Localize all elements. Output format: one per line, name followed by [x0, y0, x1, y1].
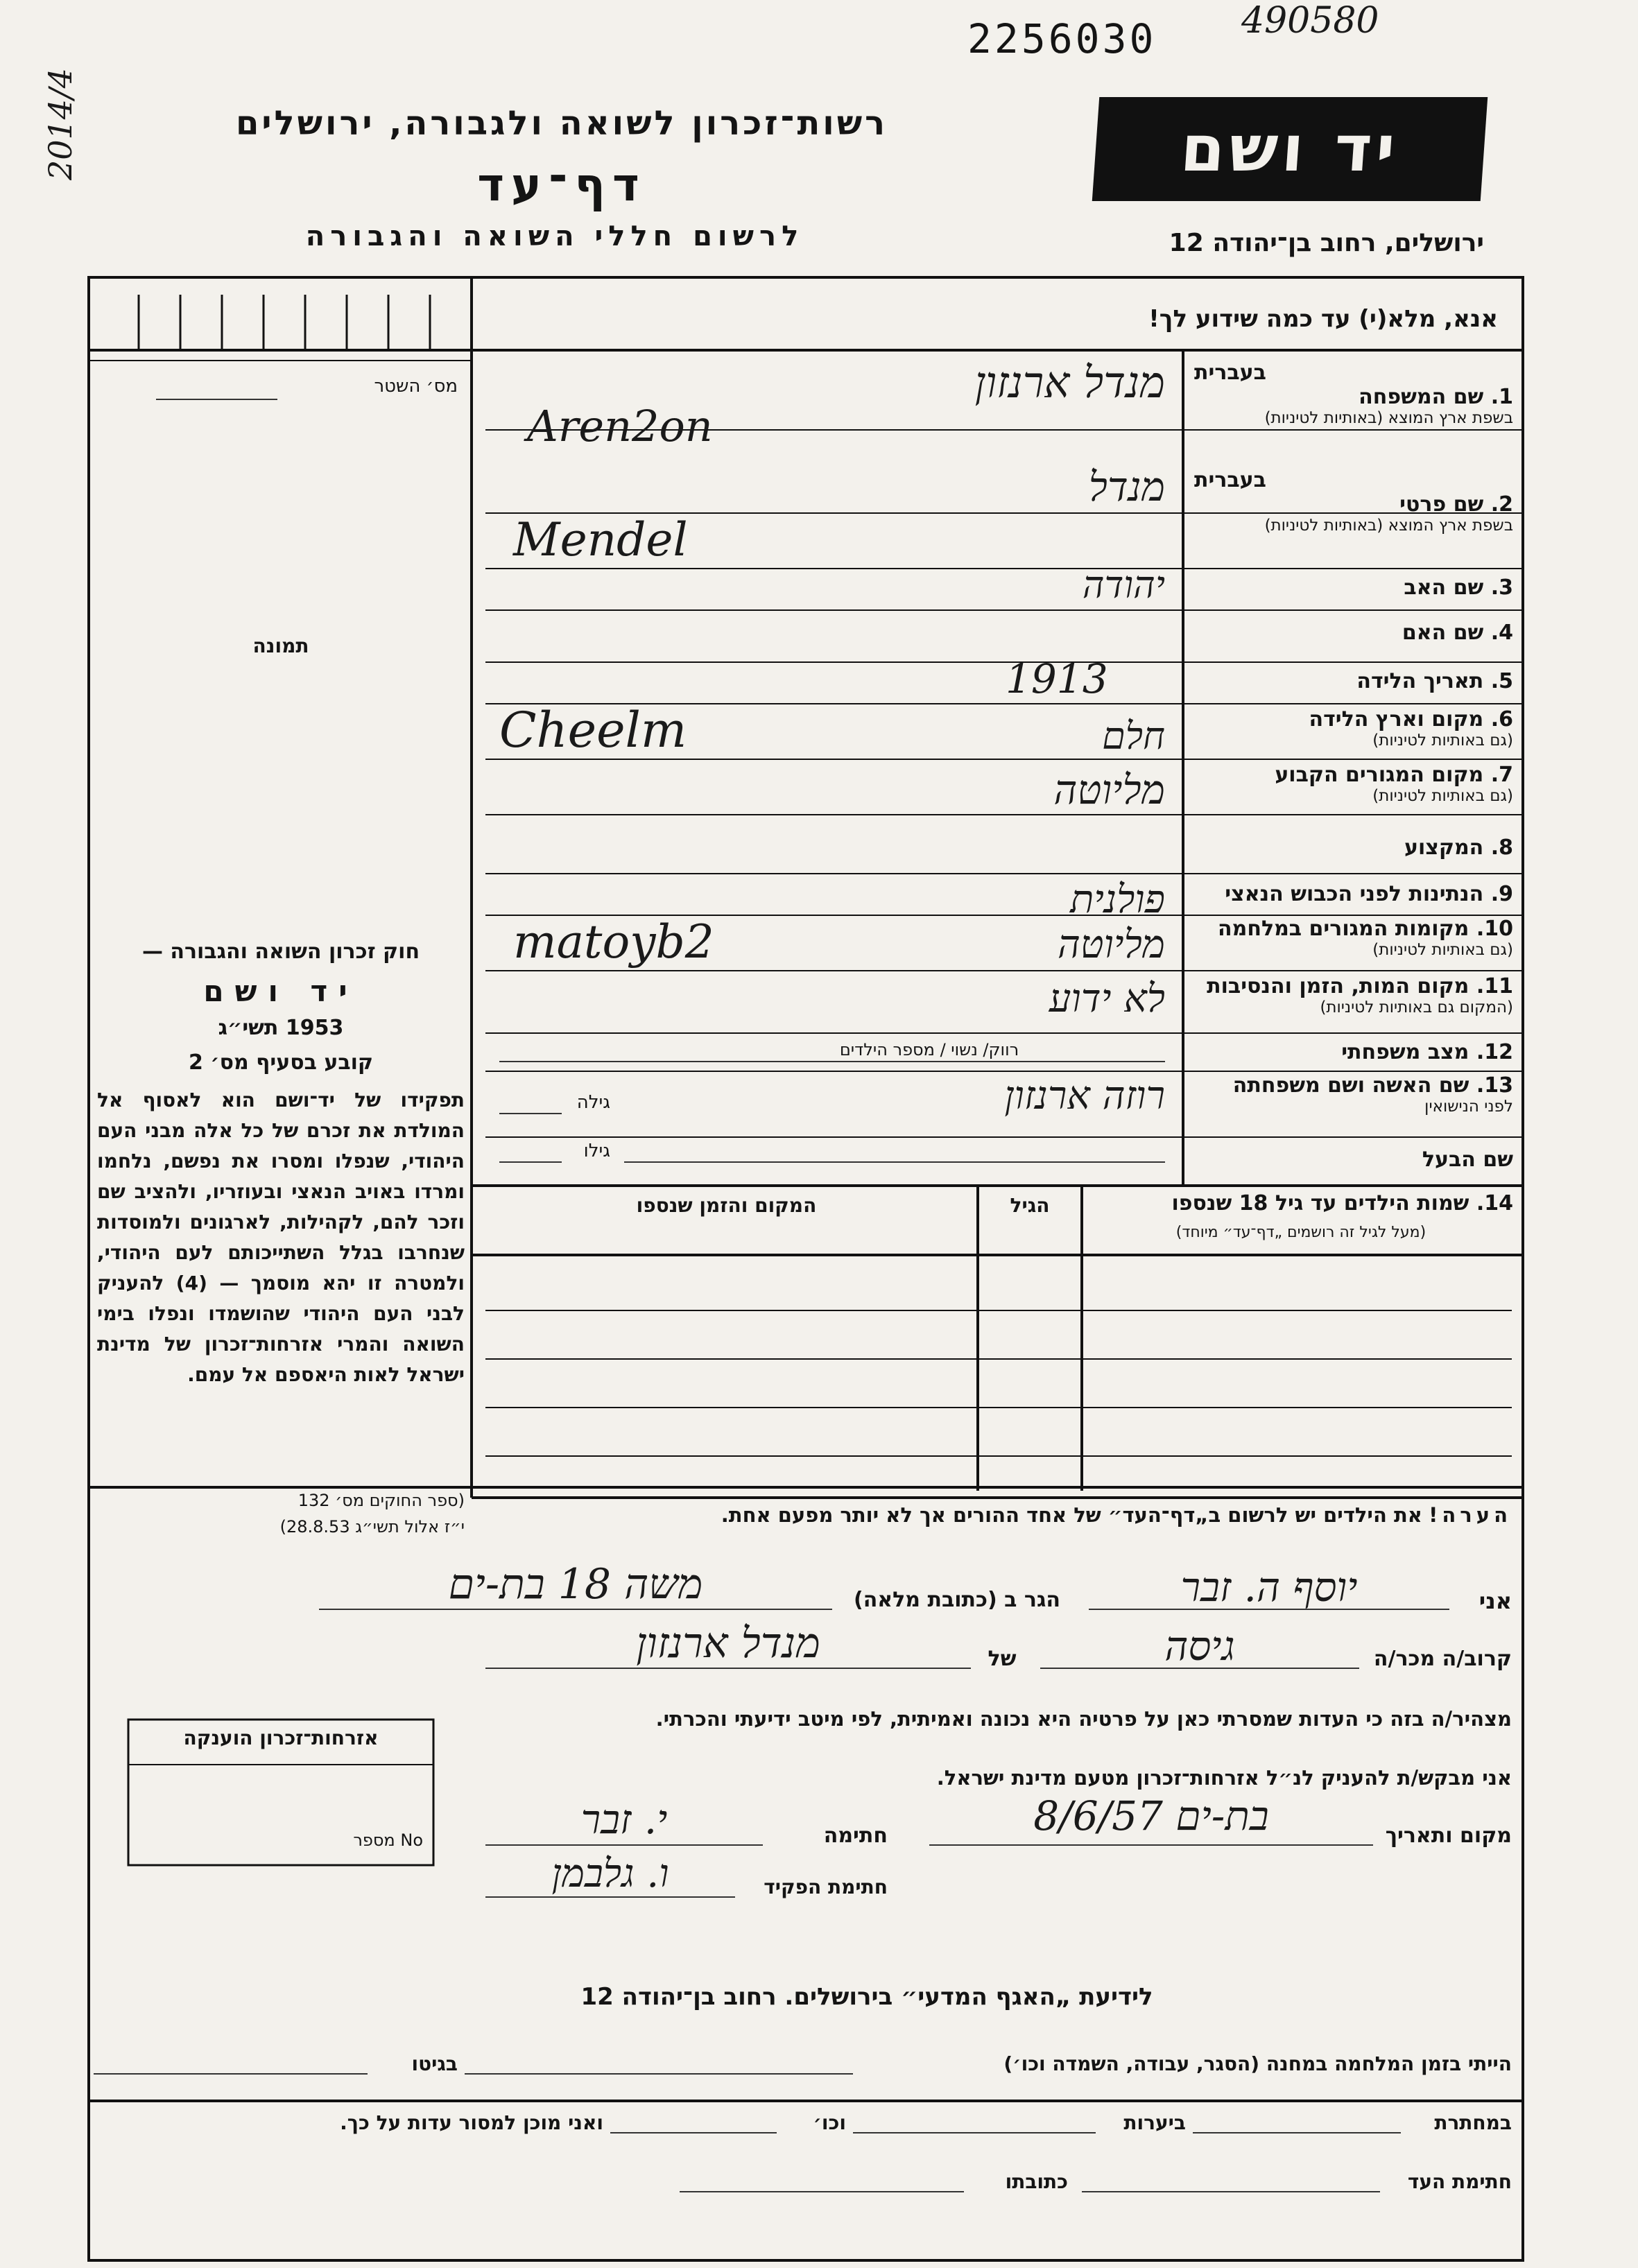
- field-12: [1187, 1040, 1513, 1064]
- value-father[interactable]: יהודה: [1082, 563, 1165, 607]
- law-name: יד ושם: [203, 974, 359, 1008]
- field-5-num: 5.: [1490, 669, 1513, 693]
- value-wife[interactable]: רוזה ארנזון: [1004, 1073, 1165, 1118]
- footer-heading: לידיעת „האגף המדעי״ בירושלים. רחוב בן־יהודה 12: [580, 1983, 1153, 2011]
- field-7: [1187, 763, 1513, 805]
- value-residence[interactable]: מליוטה: [1053, 766, 1165, 813]
- field-1-label: [1187, 385, 1513, 409]
- field-8-label: המקצוע: [1404, 836, 1484, 860]
- children-sub: (מעל לגיל זה רושמים „דף־עד״ מיוחד): [1175, 1224, 1426, 1241]
- of-label: של: [988, 1647, 1017, 1671]
- form-subtitle: לרשום חללי השואה והגבורה: [305, 220, 804, 252]
- field-2-sub: בשפת ארץ המוצא (באותיות לטיניות): [1264, 517, 1513, 535]
- place-date-label: מקום ותאריך: [1385, 1824, 1512, 1848]
- footer-line2-c: וכו׳: [813, 2111, 846, 2134]
- address-line[interactable]: [319, 1609, 832, 1610]
- field-10-label-text: מקומות המגורים במלחמה: [1218, 917, 1469, 941]
- field-10-label: [1187, 917, 1513, 941]
- field-13-label: [1187, 1073, 1513, 1098]
- i-label: אני: [1478, 1588, 1512, 1614]
- field-13-label-text: שם האשה ושם משפחתה: [1232, 1073, 1469, 1098]
- field-10-num: 10.: [1476, 917, 1513, 941]
- place-date-value[interactable]: בת-ים 8/6/57: [1033, 1792, 1269, 1839]
- of-line[interactable]: [485, 1668, 971, 1669]
- field-12-num: 12.: [1476, 1040, 1513, 1064]
- date-ref: י״ז אלול תשי״ג 28.8.53): [279, 1517, 465, 1536]
- field-7-label-text: מקום המגורים הקבוע: [1275, 763, 1484, 787]
- field-11: [1187, 974, 1513, 1016]
- field-13: [1187, 1073, 1513, 1116]
- marital-line[interactable]: [499, 1061, 1165, 1062]
- request-text: אני מבקש/ת להעניק לנ״ל אזרחות־זכרון מטעם מדינת ישראל.: [936, 1766, 1512, 1790]
- field-6-label: [1187, 707, 1513, 732]
- footer-address-field[interactable]: [680, 2191, 964, 2192]
- law-body: תפקידו של יד־ושם הוא לאסוף אל המולדת את זכרם של כל אלה מבני העם היהודי, שנפלו ומסרו את נפשם, נלחמו ומרדו באויב הנאצי ובעוזריו, ולהציב שם וזכר להם, לקהילות, לארגונים ולמוסדות שנחרבו בגלל השתייכותם לעם היהודי, ולמטרה זו יהא מוסמך — (4) להעניק לבני העם היהודי שהושמדו ונפלו בימי השואה והמרי אזרחות־זכרון של מדינת ישראל לאות היאספם אל עמם.: [97, 1089, 465, 1386]
- value-family-lat[interactable]: Aren2on: [527, 401, 713, 451]
- field-7-label: [1187, 763, 1513, 787]
- officer-label: חתימת הפקיד: [764, 1876, 888, 1898]
- place-date-line[interactable]: [929, 1844, 1373, 1846]
- i-value[interactable]: יוסף ה. זבר: [1180, 1564, 1358, 1611]
- note: [479, 1503, 1512, 1527]
- field-6-num: 6.: [1490, 707, 1513, 732]
- value-first-heb[interactable]: מנדל: [1088, 463, 1165, 510]
- field-9: [1187, 882, 1513, 906]
- note-text: את הילדים יש לרשום ב„דף־העד״ של אחד ההורים אך לא יותר מפעם אחת.: [721, 1503, 1422, 1527]
- footer-line1-b: בגיטו: [411, 2052, 458, 2075]
- field-13-sub: לפני הנישואין: [1424, 1098, 1513, 1116]
- field-1-num: 1.: [1490, 385, 1513, 409]
- field-5-label: תאריך הלידה: [1356, 669, 1484, 693]
- field-6-label-text: מקום וארץ הלידה: [1309, 707, 1484, 732]
- please-fill: אנא, מלא(י) עד כמה שידוע לך!: [1148, 305, 1498, 333]
- law-years: 1953 תשי״ג: [218, 1016, 344, 1040]
- value-citizenship[interactable]: פולנית: [1070, 877, 1165, 922]
- value-death[interactable]: לא ידוע: [1049, 976, 1165, 1021]
- field-4: [1187, 621, 1513, 645]
- of-value[interactable]: מנדל ארנזון: [636, 1619, 820, 1668]
- footer-line2-d: ואני מוכן למסור עדות על כך.: [340, 2111, 603, 2134]
- field-5: [1187, 669, 1513, 693]
- footer-witness-sign-field[interactable]: [1082, 2191, 1380, 2192]
- field-husband: [1187, 1148, 1513, 1172]
- field-2-sub-top: בעברית: [1194, 468, 1266, 492]
- law-clause: קובע בסעיף מס׳ 2: [188, 1050, 374, 1075]
- field-4-label: שם האם: [1402, 621, 1484, 645]
- footer-line2-b: ביערות: [1123, 2111, 1186, 2134]
- marital-options: רווק/ נשוי / מספר הילדים: [839, 1040, 1019, 1059]
- field-13-num: 13.: [1476, 1073, 1513, 1098]
- page-number-line[interactable]: [156, 399, 277, 400]
- field-8-num: 8.: [1490, 836, 1513, 860]
- relative-label: קרוב/ה מכר/ה: [1373, 1647, 1512, 1671]
- field-11-sub: (המקום גם באותיות לטיניות): [1320, 998, 1513, 1016]
- field-7-sub: (גם באותיות לטיניות): [1372, 787, 1513, 805]
- field-1-sub-top: בעברית: [1194, 361, 1266, 385]
- field-12-label: מצב משפחתי: [1341, 1040, 1469, 1064]
- signature-label: חתימה: [823, 1824, 888, 1848]
- doc-number: 2256030: [967, 15, 1157, 62]
- field-2-num: 2.: [1490, 492, 1513, 517]
- book-ref: (ספר החוקים מס׳ 132: [298, 1491, 465, 1510]
- field-3-label: שם האב: [1404, 575, 1484, 600]
- handwritten-number: 490580: [1241, 0, 1379, 42]
- field-4-num: 4.: [1490, 621, 1513, 645]
- value-wartime-heb[interactable]: מליוטה: [1057, 922, 1165, 967]
- value-birthplace-heb[interactable]: חלם: [1102, 714, 1165, 758]
- signature-value[interactable]: י. זבר: [580, 1796, 668, 1843]
- law-title: חוק זכרון השואה והגבורה —: [141, 940, 420, 964]
- org-title: רשות־זכרון לשואה ולגבורה, ירושלים: [235, 104, 888, 143]
- field-7-num: 7.: [1490, 763, 1513, 787]
- field-6: [1187, 707, 1513, 750]
- children-place-label: המקום והזמן שנספו: [636, 1194, 817, 1217]
- officer-value[interactable]: ו. גלבמן: [551, 1851, 669, 1896]
- field-11-num: 11.: [1476, 974, 1513, 998]
- note-label: הערה!: [1429, 1503, 1512, 1527]
- value-birthplace-lat[interactable]: Cheelm: [499, 702, 687, 759]
- award-box-title: אזרחות־זכרון הוענקה: [183, 1726, 379, 1749]
- footer-forests-field[interactable]: [853, 2132, 1096, 2133]
- field-11-label: [1187, 974, 1513, 998]
- footer-line3-b: כתובתו: [1005, 2170, 1068, 2193]
- field-6-sub: (גם באותיות לטיניות): [1372, 732, 1513, 750]
- husband-line[interactable]: [624, 1161, 1165, 1163]
- field-9-label: הנתינות לפני הכבוש הנאצי: [1225, 882, 1484, 906]
- footer-etc-field[interactable]: [610, 2132, 777, 2133]
- children-age-label: הגיל: [1010, 1194, 1050, 1217]
- field-3: [1187, 575, 1513, 600]
- address-value[interactable]: משה 18 בת-ים: [448, 1560, 703, 1609]
- photo-label: תמונה: [252, 634, 309, 657]
- footer-ghetto-field[interactable]: [94, 2073, 368, 2075]
- field-1: [1187, 361, 1513, 427]
- footer-line1-a: הייתי בזמן המלחמה במחנה (הסגר, עבודה, השמדה וכו׳): [1003, 2052, 1512, 2075]
- form-title: דף־עד: [477, 158, 646, 211]
- field-10: [1187, 917, 1513, 959]
- footer-line3-a: חתימת העד: [1407, 2170, 1512, 2193]
- declare-text: מצהיר/ה בזה כי העדות שמסרתי כאן על פרטיה היא נכונה ואמיתית, לפי מיטב ידיעתי והכרתי.: [655, 1707, 1512, 1731]
- husband-age-label: גילו: [583, 1141, 610, 1161]
- relative-value[interactable]: גיסה: [1164, 1622, 1235, 1670]
- field-1-sub: בשפת ארץ המוצא (באותיות לטיניות): [1264, 409, 1513, 427]
- value-family-heb[interactable]: מנדל ארנזון: [974, 357, 1165, 408]
- husband-age-line[interactable]: [499, 1161, 562, 1163]
- logo-text: יד ושם: [1178, 112, 1402, 186]
- officer-line[interactable]: [485, 1896, 735, 1898]
- signature-line[interactable]: [485, 1844, 763, 1846]
- children-label: 14. שמות הילדים עד גיל 18 שנספו: [1171, 1191, 1513, 1215]
- page-number-label: מס׳ השטר: [374, 376, 458, 397]
- field-8: [1187, 836, 1513, 860]
- wife-age-label: גילה: [576, 1092, 610, 1113]
- address: ירושלים, רחוב בן־יהודה 12: [1169, 229, 1484, 257]
- field-2-label: [1187, 492, 1513, 517]
- footer-line2-a: במחתרת: [1434, 2111, 1512, 2134]
- field-husband-label: שם הבעל: [1422, 1148, 1513, 1172]
- field-3-num: 3.: [1490, 575, 1513, 600]
- field-10-sub: (גם באותיות לטיניות): [1372, 941, 1513, 959]
- wife-age-line[interactable]: [499, 1113, 562, 1114]
- field-11-label-text: מקום המות, הזמן והנסיבות: [1207, 974, 1469, 998]
- field-9-num: 9.: [1490, 882, 1513, 906]
- value-wartime-lat[interactable]: matoyb2: [513, 915, 714, 969]
- field-2-label-text: שם פרטי: [1399, 492, 1484, 517]
- footer-line1-field[interactable]: [465, 2073, 853, 2075]
- value-birthdate[interactable]: 1913: [1006, 655, 1108, 702]
- field-2: [1187, 468, 1513, 535]
- award-box-number: No מספר: [353, 1830, 423, 1850]
- footer-underground-field[interactable]: [1193, 2132, 1401, 2133]
- field-1-label-text: שם המשפחה: [1359, 385, 1484, 409]
- margin-handwriting: 2014/4: [42, 68, 79, 180]
- lives-label: הגר ב (כתובת מלאה): [853, 1588, 1060, 1612]
- value-first-lat[interactable]: Mendel: [513, 513, 688, 566]
